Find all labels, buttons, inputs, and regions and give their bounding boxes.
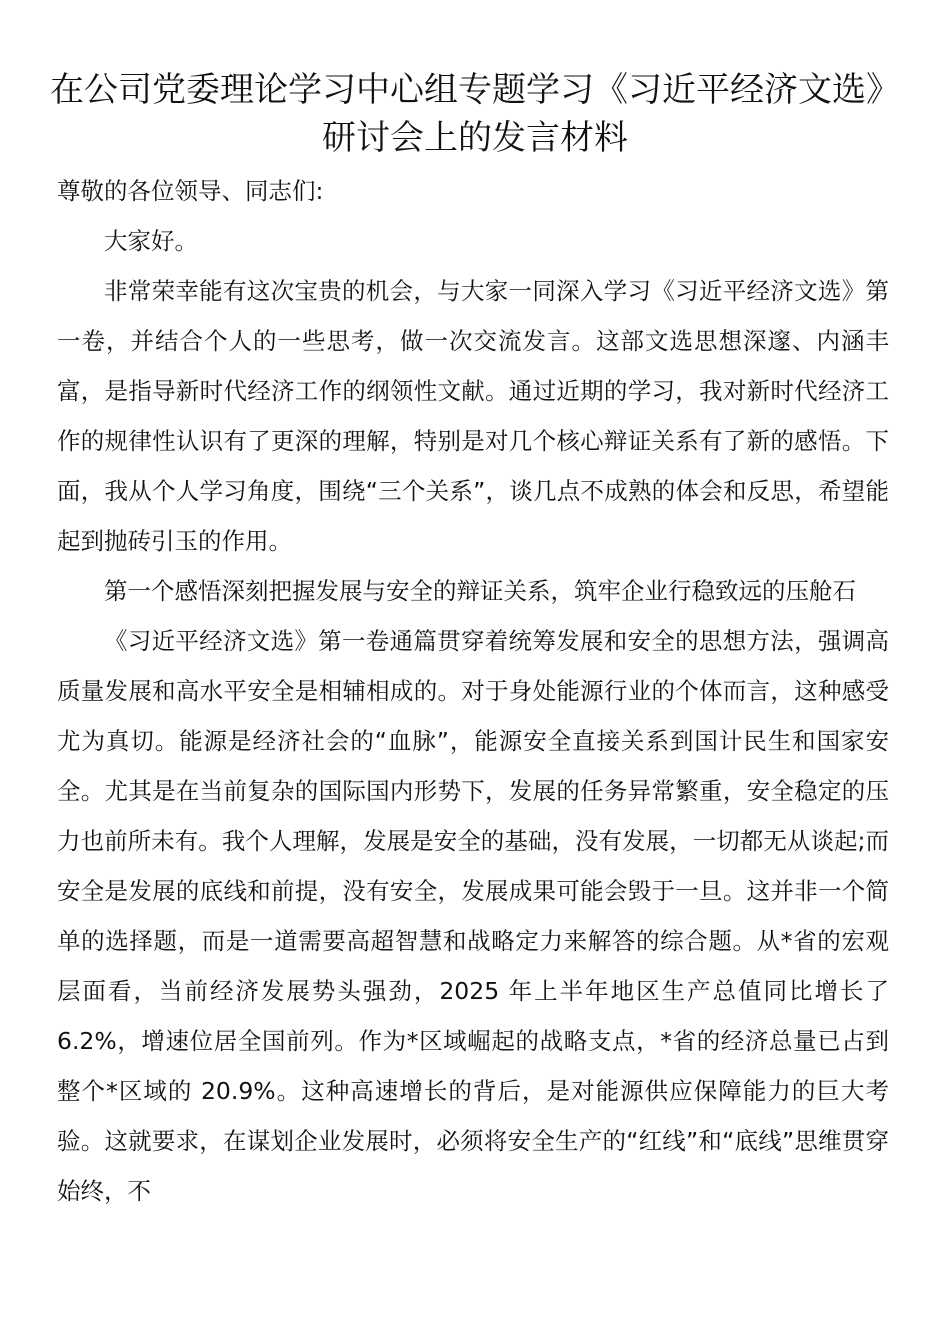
greeting: 大家好。 bbox=[104, 227, 198, 255]
section-heading-first: 第一个感悟深刻把握发展与安全的辩证关系，筑牢企业行稳致远的压舱石 bbox=[104, 577, 856, 605]
salutation: 尊敬的各位领导、同志们: bbox=[57, 177, 324, 205]
paragraph-development-security: 《习近平经济文选》第一卷通篇贯穿着统筹发展和安全的思想方法，强调高质量发展和高水平安全是相辅相成的。对于身处能源行业的个体而言，这种感受尤为真切。能源是经济社会的“血脉”，能源安全直接关系到国计民生和国家安全。尤其是在当前复杂的国际国内形势下，发展的任务异常繁重，安全稳定的压力也前所未有。我个人理解，发展是安全的基础，没有发展，一切都无从谈起;而安全是发展的底线和前提，没有安全，发展成果可能会毁于一旦。这并非一个简单的选择题，而是一道需要高超智慧和战略定力来解答的综合题。从*省的宏观层面看，当前经济发展势头强劲，2025 年上半年地区生产总值同比增长了 6.2%，增速位居全国前列。作为*区域崛起的战略支点，*省的经济总量已占到整个*区域的 20.9%。这种高速增长的背后，是对能源供应保障能力的巨大考验。这就要求，在谋划企业发展时，必须将安全生产的“红线”和“底线”思维贯穿始终，不 bbox=[57, 627, 889, 1205]
paragraph-intro: 非常荣幸能有这次宝贵的机会，与大家一同深入学习《习近平经济文选》第一卷，并结合个人的一些思考，做一次交流发言。这部文选思想深邃、内涵丰富，是指导新时代经济工作的纲领性文献。通过近期的学习，我对新时代经济工作的规律性认识有了更深的理解，特别是对几个核心辩证关系有了新的感悟。下面，我从个人学习角度，围绕“三个关系”，谈几点不成熟的体会和反思，希望能起到抛砖引玉的作用。 bbox=[57, 277, 889, 555]
document-title: 在公司党委理论学习中心组专题学习《习近平经济文选》研讨会上的发言材料 bbox=[50, 70, 900, 158]
document-body bbox=[57, 166, 889, 1216]
